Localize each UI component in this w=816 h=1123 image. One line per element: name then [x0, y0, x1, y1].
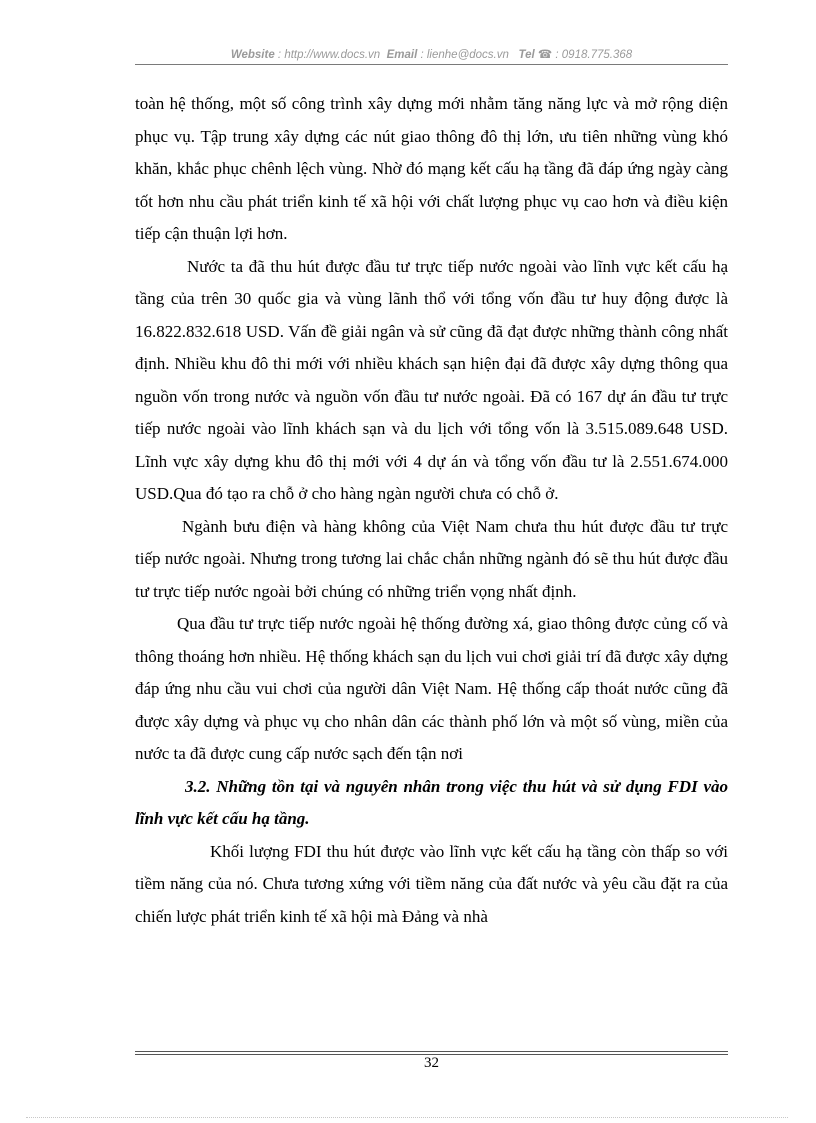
website-separator: :	[274, 49, 285, 61]
page-number: 32	[424, 1055, 439, 1071]
footer-divider-top	[135, 1051, 728, 1052]
page-header	[135, 47, 728, 61]
page-bottom-border	[26, 1117, 788, 1118]
tel-label: Tel	[518, 49, 535, 61]
paragraph-fdi-volume: Khối lượng FDI thu hút được vào lĩnh vực kết cấu hạ tầng còn thấp so với tiềm năng của nó. Chưa tương xứng với tiềm năng của đất nước và yêu cầu đặt ra của chiến lược phát triển kinh tế xã hội mà Đảng và nhà	[135, 841, 728, 926]
paragraph-post-aviation: Ngành bưu điện và hàng không của Việt Nam chưa thu hút được đầu tư trực tiếp nước ngoài. Nhưng trong tương lai chắc chắn những ngành đó sẽ thu hút được đầu tư trực tiếp nước ngoài bởi chúng có những triển vọng nhất định.	[135, 516, 728, 601]
section-heading: 3.2. Những tồn tại và nguyên nhân trong việc thu hút và sử dụng FDI vào lĩnh vực kết cấu hạ tầng.	[135, 776, 728, 828]
website-label: Website	[230, 49, 275, 61]
email-label: Email	[386, 49, 418, 61]
tel-number: : 0918.775.368	[552, 49, 633, 61]
paragraph-continuation: toàn hệ thống, một số công trình xây dựng mới nhằm tăng năng lực và mở rộng diện phục vụ. Tập trung xây dựng các nút giao thông đô thị lớn, ưu tiên những vùng khó khăn, khắc phục chênh lệch vùng. Nhờ đó mạng kết cấu hạ tầng đã đáp ứng ngày càng tốt hơn nhu cầu phát triển kinh tế xã hội với chất lượng phục vụ cao hơn và điều kiện tiếp cận thuận lợi hơn.	[135, 94, 728, 243]
paragraph-infrastructure-results: Qua đầu tư trực tiếp nước ngoài hệ thống đường xá, giao thông được củng cố và thông thoáng hơn nhiều. Hệ thống khách sạn du lịch vui chơi giải trí đã được xây dựng đáp ứng nhu cầu vui chơi của người dân Việt Nam. Hệ thống cấp thoát nước cũng đã được xây dựng và phục vụ cho nhân dân các thành phố lớn và một số vùng, miền của nước ta đã được cung cấp nước sạch đến tận nơi	[135, 614, 728, 763]
email-separator: :	[417, 49, 427, 61]
document-body	[135, 88, 728, 933]
phone-icon: ☎	[537, 49, 553, 61]
header-divider	[135, 64, 728, 65]
paragraph-fdi-attraction: Nước ta đã thu hút được đầu tư trực tiếp nước ngoài vào lĩnh vực kết cấu hạ tầng của trên 30 quốc gia và vùng lãnh thổ với tổng vốn đầu tư huy động được là 16.822.832.618 USD. Vấn đề giải ngân và sử cũng đã đạt được những thành công nhất định. Nhiều khu đô thi mới với nhiều khách sạn hiện đại đã được xây dựng thông qua nguồn vốn trong nước và nguồn vốn đầu tư nước ngoài. Đã có 167 dự án đầu tư trực tiếp nước ngoài vào lĩnh khách sạn và du lịch với tổng vốn là 3.515.089.648 USD. Lĩnh vực xây dựng khu đô thị mới với 4 dự án và tổng vốn đầu tư là 2.551.674.000 USD.Qua đó tạo ra chỗ ở cho hàng ngàn người chưa có chỗ ở.	[135, 256, 728, 503]
website-url: http://www.docs.vn	[284, 49, 381, 61]
email-address: lienhe@docs.vn	[426, 49, 509, 61]
